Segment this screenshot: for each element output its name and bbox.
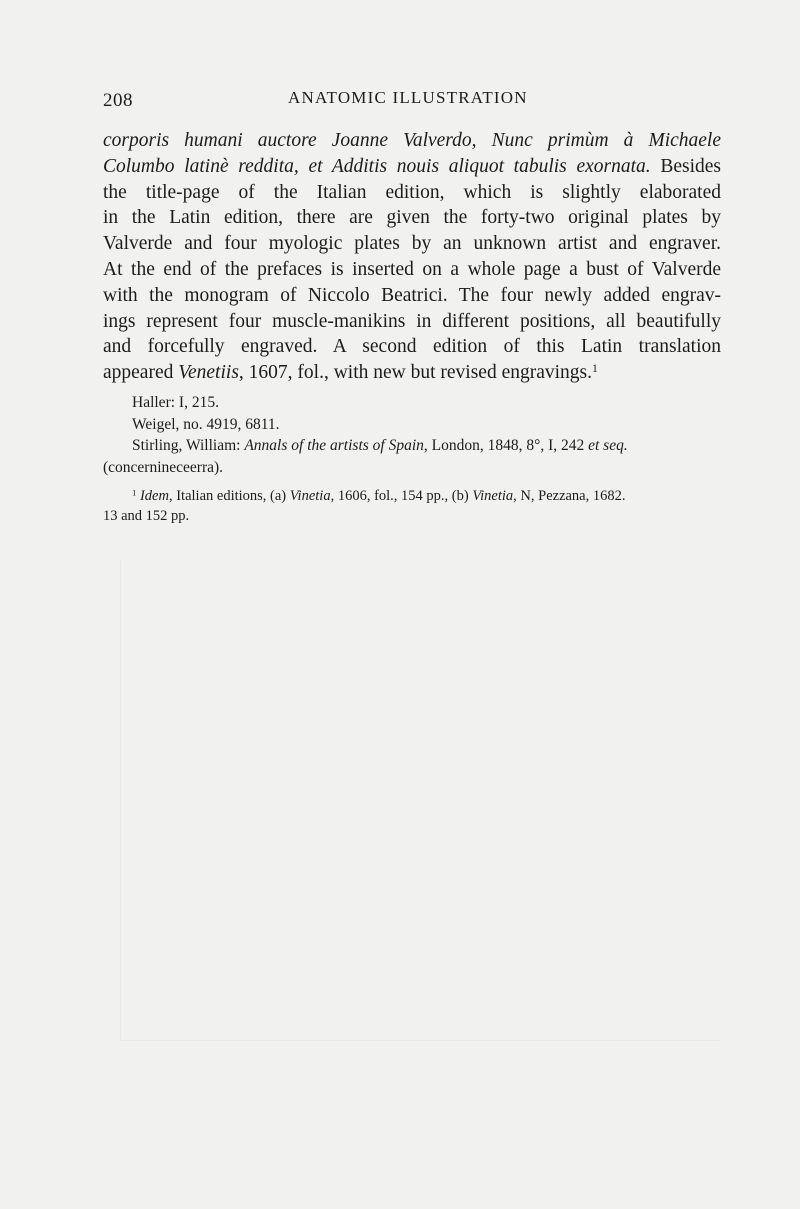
body-line-3: the title-page of the Italian edition, which is slightly elaborated — [103, 181, 721, 203]
reference-stirling — [103, 435, 723, 457]
footnote-part-1: , Italian editions, (a) — [168, 488, 290, 504]
footnote-reference-mark: 1 — [592, 362, 598, 376]
body-line-9: and forcefully engraved. A second edition of this Latin translation — [103, 336, 721, 358]
running-head: ANATOMIC ILLUSTRATION — [288, 88, 528, 107]
footnote-part-3: , N, Pezzana, 1682. — [513, 488, 626, 504]
stirling-title: Annals of the artists of Spain — [244, 437, 424, 454]
body-line-7: with the monogram of Niccolo Beatrici. The four newly added engrav- — [103, 284, 721, 306]
page-number: 208 — [103, 90, 133, 111]
footnote-idem: Idem — [139, 488, 169, 504]
body-line-8: ings represent four muscle-manikins in different positions, all beautifully — [103, 310, 721, 332]
show-through-shadow — [120, 560, 721, 1041]
body-line-2-italic: Columbo latinè reddita, et Additis nouis aliquot tabulis exornata. — [103, 155, 651, 177]
footnote — [103, 486, 723, 526]
reference-stirling-continuation: (concernineceerra). — [103, 458, 224, 476]
body-line-4: in the Latin edition, there are given the forty-two original plates by — [103, 207, 721, 229]
footnote-part-2: , 1606, fol., 154 pp., (b) — [330, 488, 473, 504]
body-paragraph — [103, 128, 721, 386]
footnote-vinetia-1: Vinetia — [289, 488, 331, 504]
reference-haller: Haller: I, 215. — [132, 394, 219, 411]
stirling-author: Stirling, William: — [132, 437, 245, 454]
last-line-italic: Venetiis — [178, 362, 239, 384]
body-line-6: At the end of the prefaces is inserted on a whole page a bust of Valverde — [103, 258, 721, 280]
footnote-mark: 1 — [132, 487, 137, 498]
body-line-2 — [103, 154, 721, 180]
body-line-2-roman: Besides — [650, 155, 721, 177]
page-header — [103, 86, 723, 116]
footnote-vinetia-2: Vinetia — [472, 488, 514, 504]
body-line-1-italic: corporis humani auctore Joanne Valverdo, Nunc primùm à Michaele — [103, 130, 721, 151]
footnote-line-1 — [103, 486, 723, 506]
reference-weigel: Weigel, no. 4919, 6811. — [132, 415, 280, 433]
footnote-line-2: 13 and 152 pp. — [103, 508, 190, 524]
stirling-publication: , London, 1848, 8°, I, 242 — [423, 437, 589, 454]
last-line-post: , 1607, fol., with new but revised engravings. — [238, 362, 593, 384]
last-line-pre: appeared — [103, 362, 179, 384]
body-line-10 — [103, 360, 721, 386]
references-block — [103, 392, 723, 478]
body-line-5: Valverde and four myologic plates by an unknown artist and engraver. — [103, 233, 721, 255]
stirling-et-seq: et seq. — [588, 437, 628, 454]
body-line-1 — [103, 128, 721, 154]
